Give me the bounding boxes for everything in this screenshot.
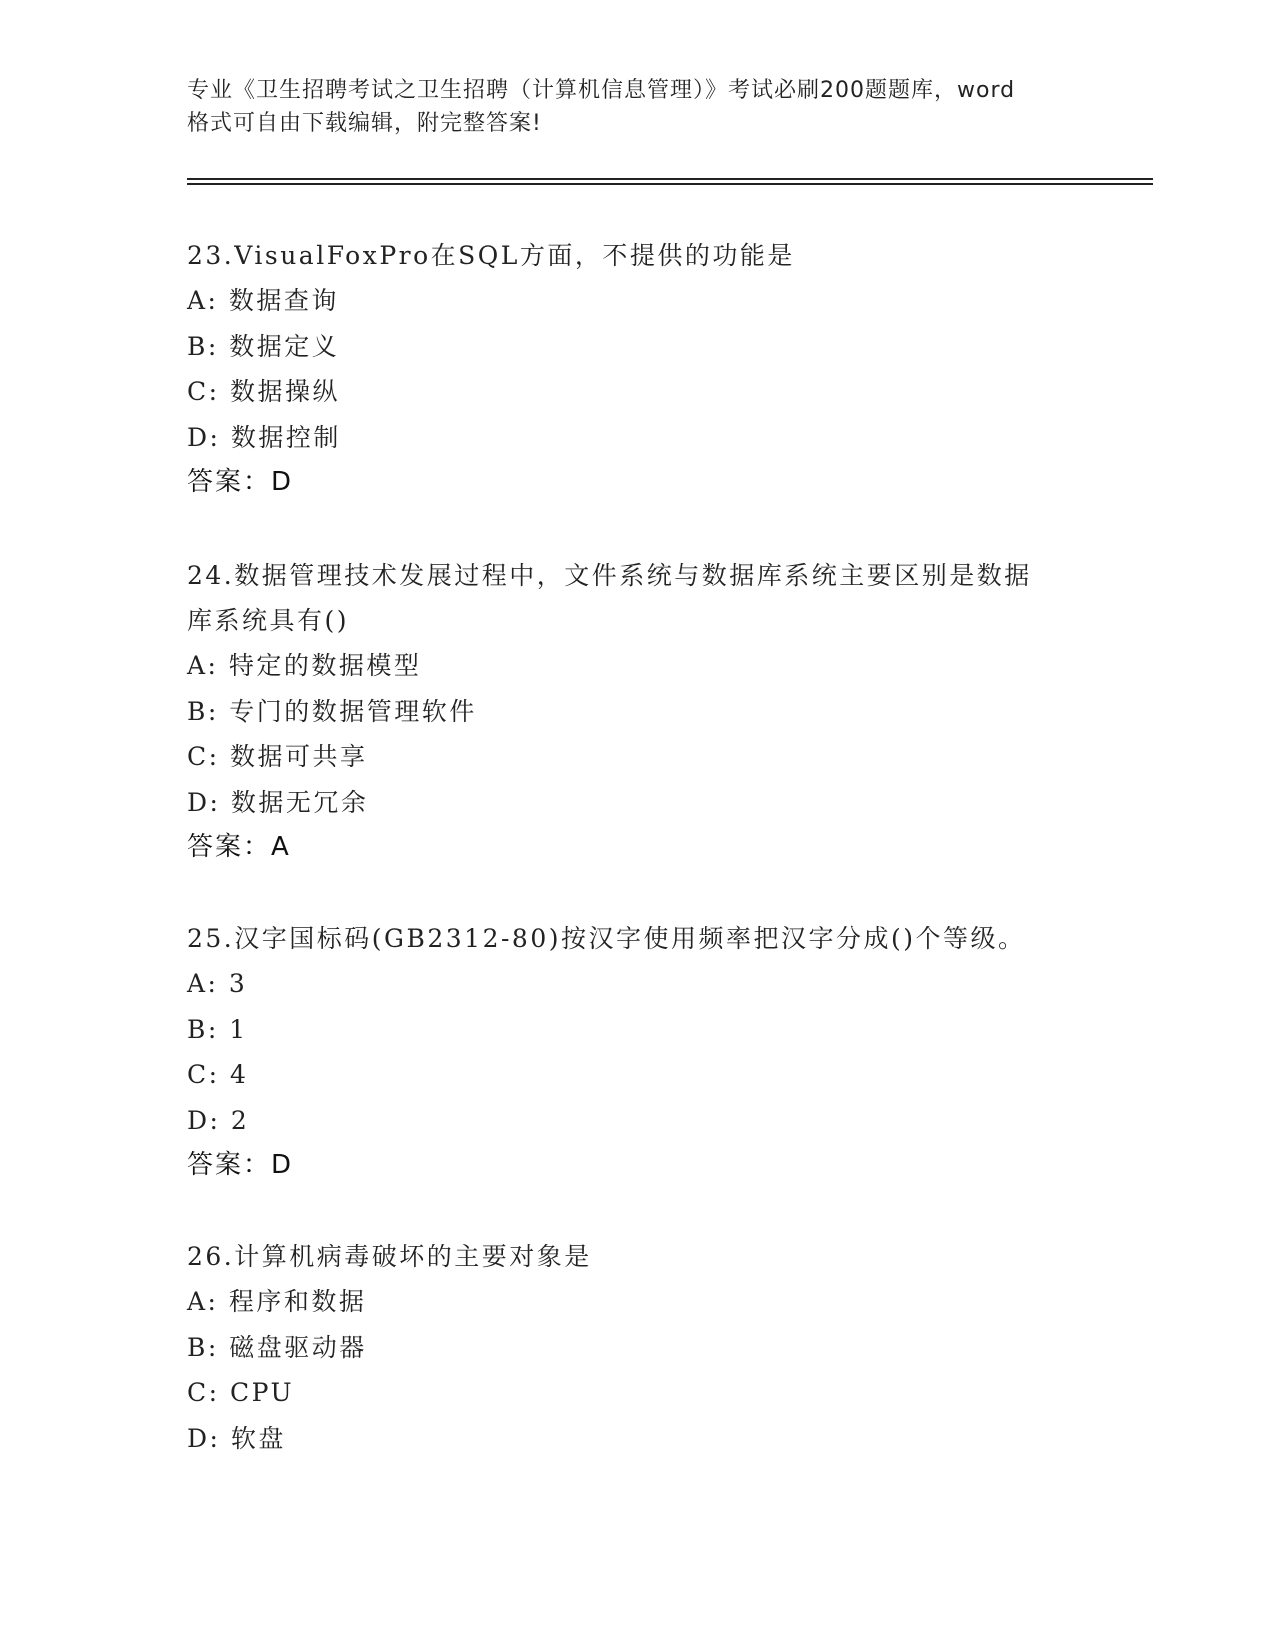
header-divider-bottom [187, 183, 1153, 185]
document-header [187, 74, 1087, 140]
option-b: B: 数据定义 [187, 331, 340, 361]
header-divider-top [187, 178, 1153, 180]
option-a: A: 数据查询 [187, 286, 339, 315]
option-a: A: 程序和数据 [187, 1287, 367, 1316]
option-b: B: 1 [187, 1014, 248, 1044]
question-text: 26.计算机病毒破坏的主要对象是 [187, 1242, 592, 1271]
option-a: A: 3 [187, 969, 248, 998]
question-text: 24.数据管理技术发展过程中，文件系统与数据库系统主要区别是数据库系统具有() [187, 561, 1032, 635]
answer-label: 答案：A [187, 832, 291, 862]
option-c: C: 4 [187, 1060, 249, 1089]
question-24 [187, 553, 1087, 870]
option-a: A: 特定的数据模型 [187, 651, 422, 680]
header-line-2: 格式可自由下载编辑，附完整答案! [187, 111, 542, 136]
option-c: C: CPU [187, 1378, 295, 1407]
question-text: 23.VisualFoxPro在SQL方面，不提供的功能是 [187, 241, 795, 270]
question-25 [187, 916, 1087, 1188]
option-b: B: 专门的数据管理软件 [187, 696, 477, 726]
question-text: 25.汉字国标码(GB2312-80)按汉字使用频率把汉字分成()个等级。 [187, 924, 1026, 953]
option-d: D: 软盘 [187, 1423, 286, 1453]
option-b: B: 磁盘驱动器 [187, 1332, 367, 1362]
option-d: D: 2 [187, 1105, 250, 1135]
question-26 [187, 1234, 1087, 1461]
question-23 [187, 233, 1087, 505]
answer-label: 答案：D [187, 467, 294, 497]
option-c: C: 数据可共享 [187, 742, 368, 771]
answer-label: 答案：D [187, 1150, 294, 1180]
header-line-1: 专业《卫生招聘考试之卫生招聘（计算机信息管理）》考试必刷200题题库，word [187, 78, 1016, 103]
option-d: D: 数据无冗余 [187, 787, 369, 817]
option-c: C: 数据操纵 [187, 377, 340, 406]
option-d: D: 数据控制 [187, 422, 341, 452]
